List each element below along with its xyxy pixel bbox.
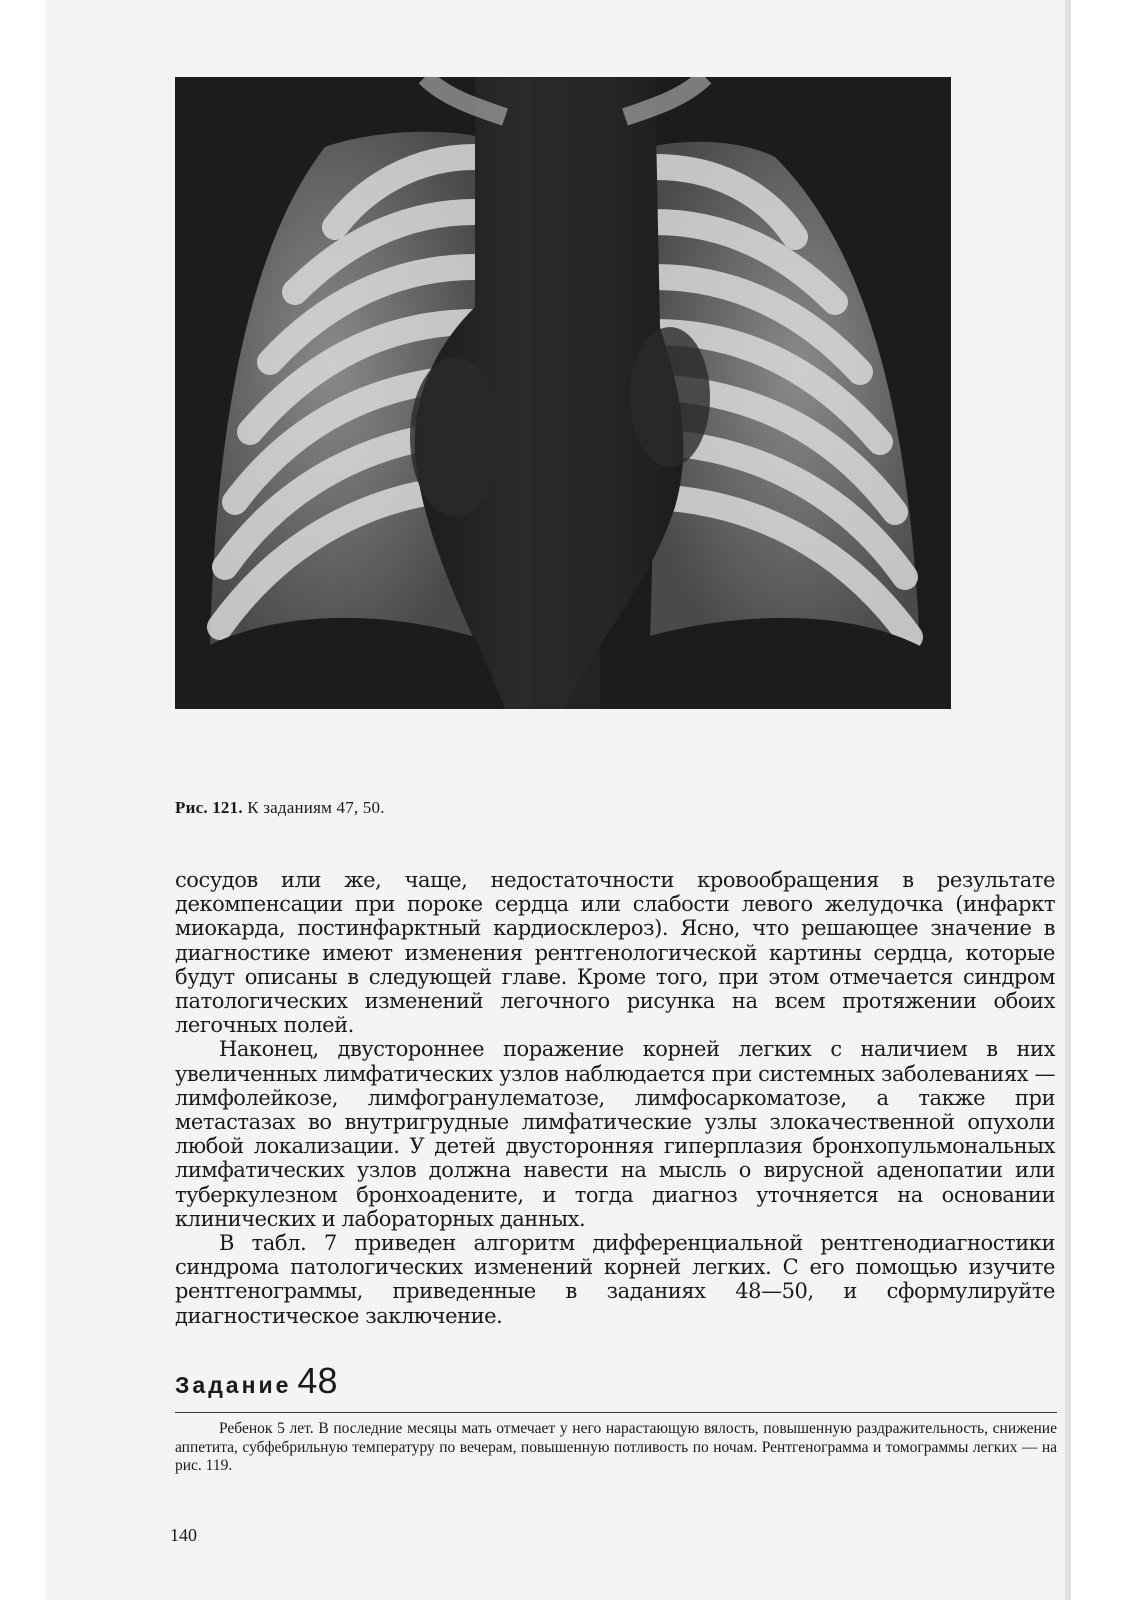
body-text [175,868,1055,1328]
chest-xray-image [175,77,951,709]
figure-number: Рис. 121. [175,798,243,817]
page-number: 140 [170,1525,197,1545]
body-paragraph-3: В табл. 7 приведен алгоритм дифференциальной рентгенодиагностики синдрома патологических изменений корней легких. С его помощью изучите рентгенограммы, приведенные в заданиях 48—50, и сформулируйте диагностическое заключение. [175,1231,1055,1328]
task-heading-number: 48 [297,1360,338,1401]
book-page [45,0,1071,1600]
task-heading-word: Задание [175,1372,292,1398]
body-paragraph-2: Наконец, двустороннее поражение корней легких с наличием в них увеличенных лимфатических узлов наблюдается при системных заболеваниях — лимфолейкозе, лимфогранулематозе, лимфосаркоматозе, а также при метастазах во внутригрудные лимфатические узлы злокачественной опухоли любой локализации. У детей двусторонняя гиперплазия бронхопульмональных лимфатических узлов должна навести на мысль о вирусной аденопатии или туберкулезном бронхоадените, и тогда диагноз уточняется на основании клинических и лабораторных данных. [175,1037,1055,1231]
task-divider [175,1412,1057,1413]
figure-caption-text: К заданиям 47, 50. [242,798,385,817]
task-text: Ребенок 5 лет. В последние месяцы мать отмечает у него нарастающую вялость, повышенную раздражительность, снижение аппетита, субфебрильную температуру по вечерам, повышенную потливость по ночам. Рентгенограмма и томограммы легких — на рис. 119. [175,1420,1057,1474]
figure-caption [175,798,385,818]
task-description [175,1420,1057,1476]
task-heading [175,1360,337,1402]
body-paragraph-1: сосудов или же, чаще, недостаточности кровообращения в результате декомпенсации при пороке сердца или слабости левого желудочка (инфаркт миокарда, постинфарктный кардиосклероз). Ясно, что решающее значение в диагностике имеют изменения рентгенологической картины сердца, которые будут описаны в следующей главе. Кроме того, при этом отмечается синдром патологических изменений легочного рисунка на всем протяжении обоих легочных полей. [175,868,1055,1038]
